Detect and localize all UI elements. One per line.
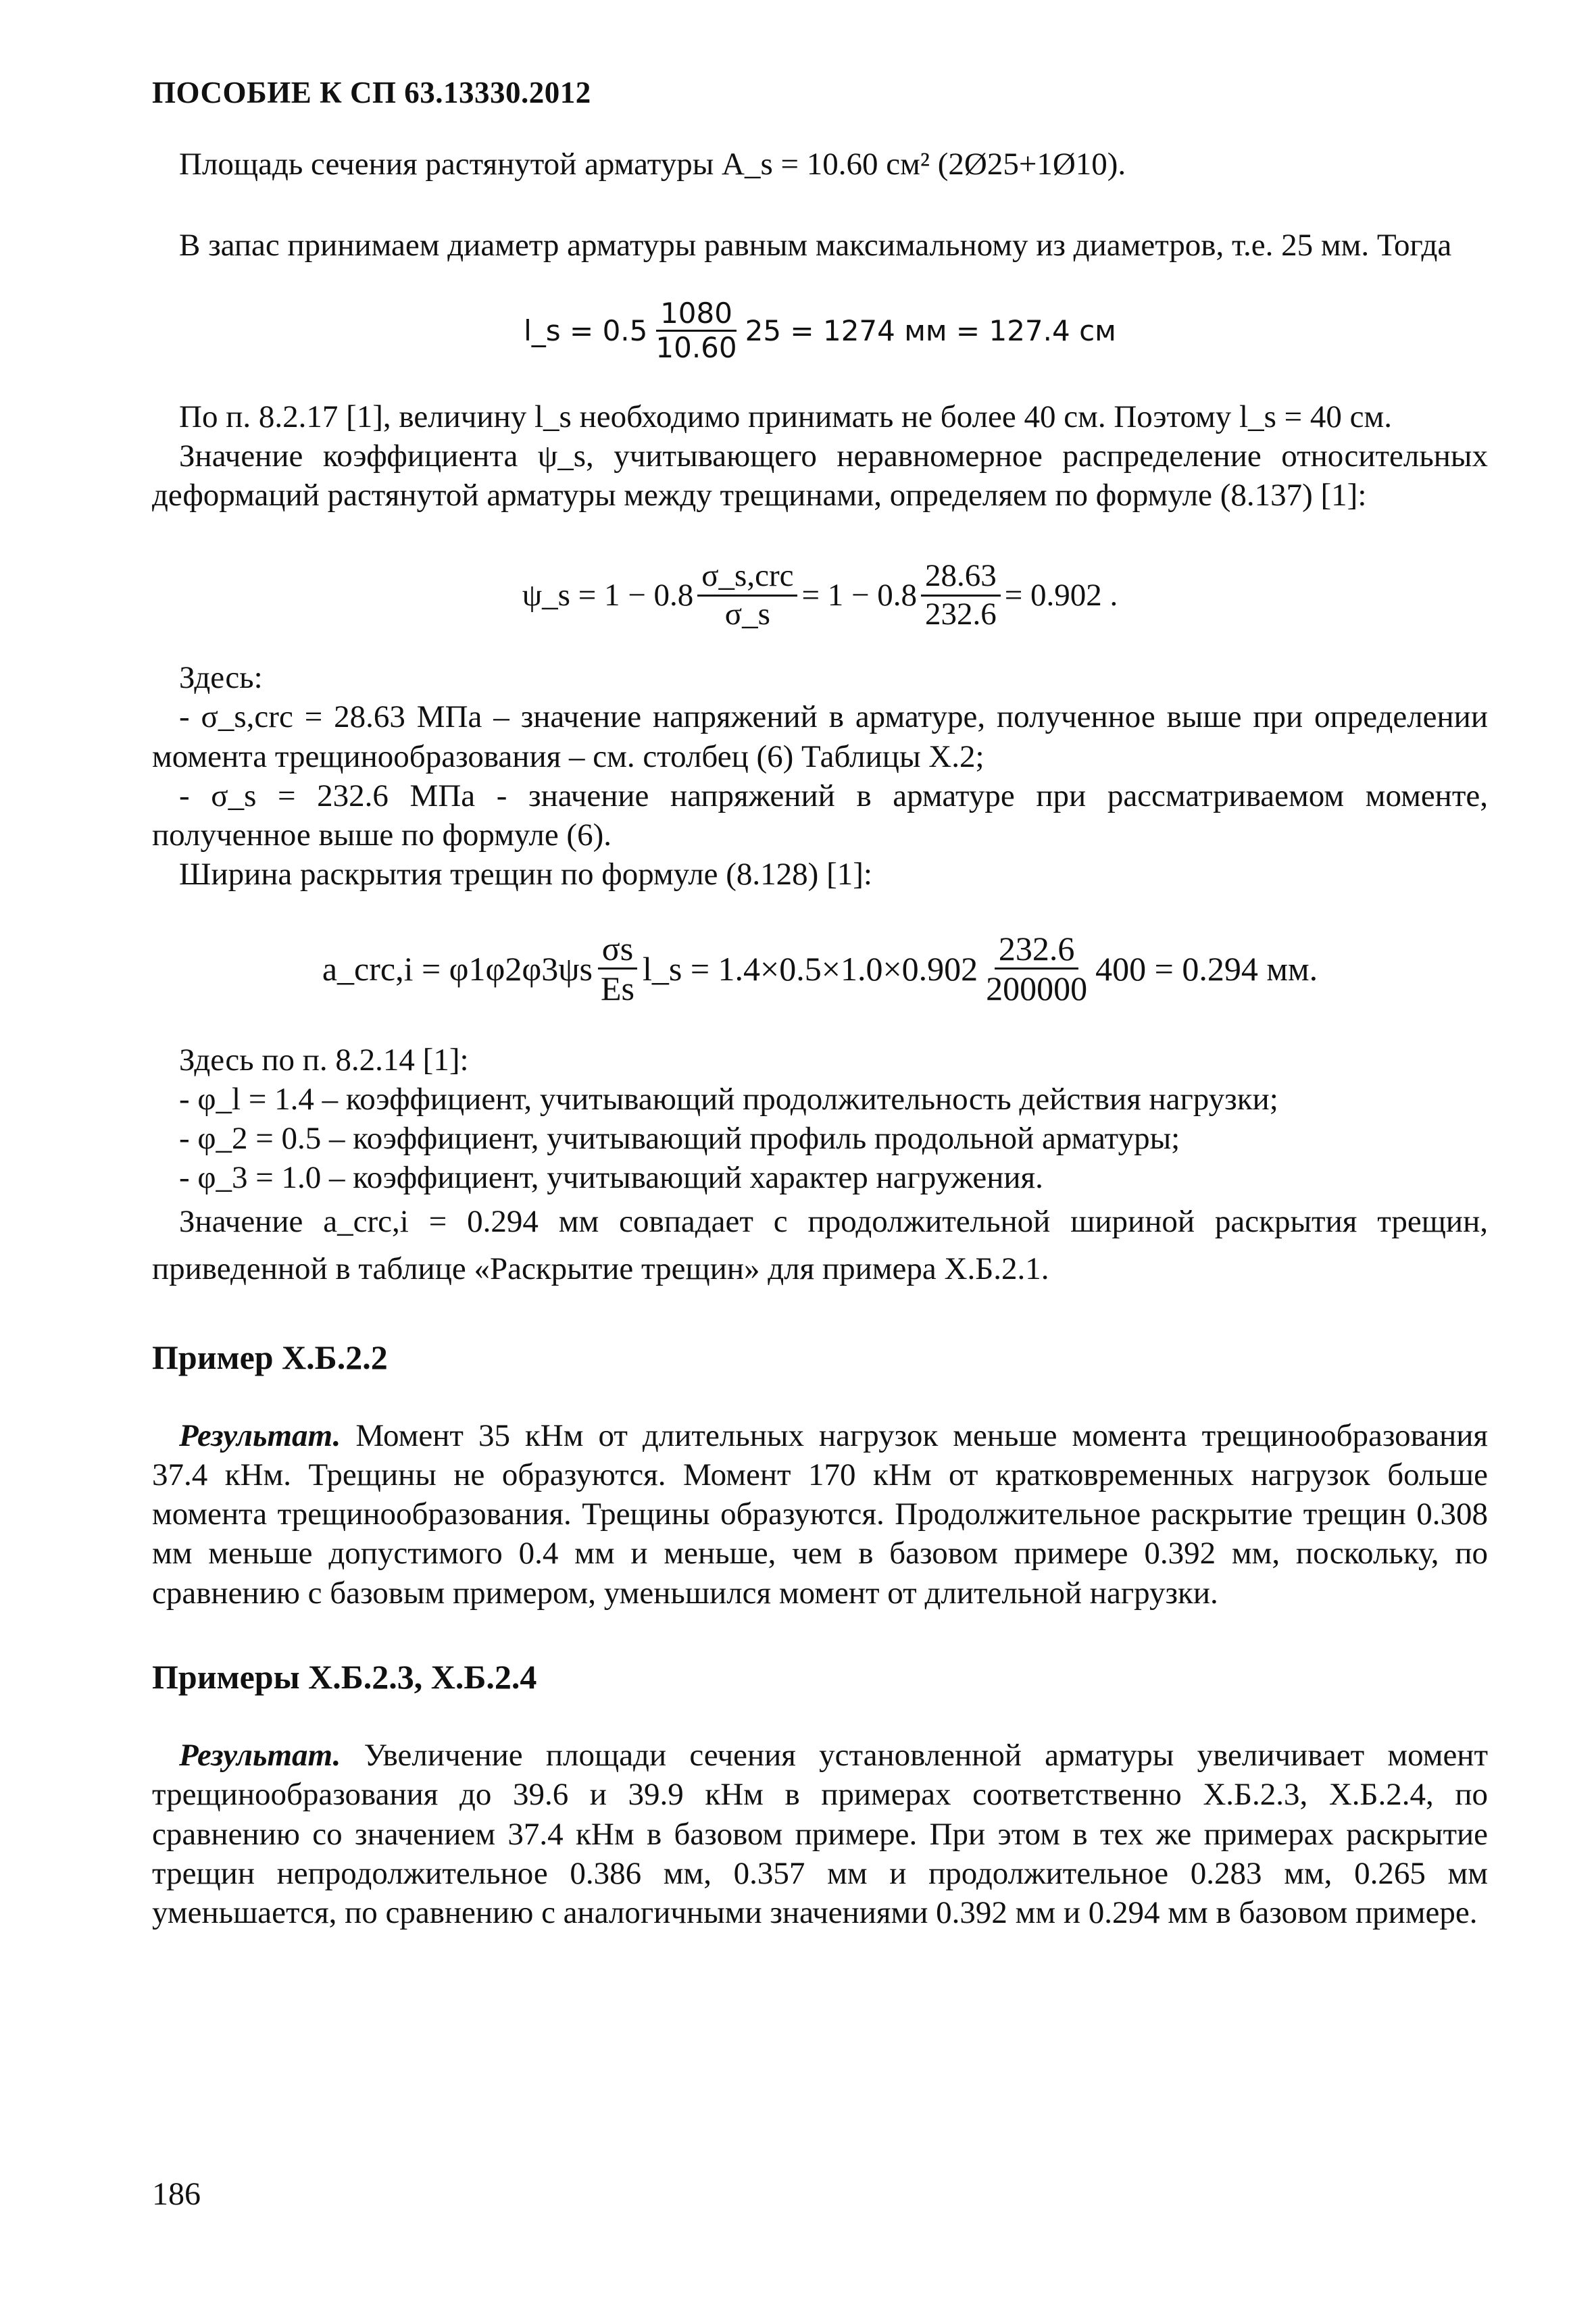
here2-item-phi3: - φ_3 = 1.0 – коэффициент, учитывающий характер нагружения. xyxy=(179,1160,1043,1196)
result-text-example-2-2: Момент 35 кНм от длительных нагрузок меньше момента трещинообразования 37.4 кНм. Трещины не образуются. Момент 170 кНм от кратковременных нагрузок больше момента трещинообразования. Трещины образуются. Продолжительное раскрытие трещин 0.308 мм меньше допустимого 0.4 мм и меньше, чем в базовом примере 0.392 мм, поскольку, по сравнению с базовым примером, уменьшился момент от длительной нагрузки. xyxy=(152,1417,1488,1611)
result-label-2: Результат. xyxy=(179,1737,341,1773)
paragraph-reserve-diameter: В запас принимаем диаметр арматуры равным максимальному из диаметров, т.е. 25 мм. Тогда xyxy=(179,228,1452,263)
formula-psi-den2: 232.6 xyxy=(924,596,997,632)
heading-examples-2-3-2-4: Примеры Х.Б.2.3, Х.Б.2.4 xyxy=(152,1657,537,1696)
formula-psi-rhs: = 0.902 . xyxy=(1004,578,1118,613)
formula-psi-mid: = 1 − 0.8 xyxy=(801,578,917,613)
page-number: 186 xyxy=(152,2176,201,2212)
paragraph-ls-limit: По п. 8.2.17 [1], величину l_s необходимо принимать не более 40 см. Поэтому l_s = 40 см. xyxy=(179,399,1393,434)
paragraph-result-example-2-2 xyxy=(152,1416,1488,1613)
paragraph-result-examples-2-3-2-4 xyxy=(152,1736,1488,1932)
result-text-examples-2-3-2-4: Увеличение площади сечения установленной арматуры увеличивает момент трещинообразования до 39.6 и 39.9 кНм в примерах соответственно Х.Б.2.3, Х.Б.2.4, по сравнению со значением 37.4 кНм в базовом примере. При этом в тех же примерах раскрытие трещин непродолжительное 0.386 мм, 0.357 мм и продолжительное 0.283 мм, 0.265 мм уменьшается, по сравнению с аналогичными значениями 0.392 мм и 0.294 мм в базовом примере. xyxy=(152,1737,1488,1931)
formula-acrc-fraction-2 xyxy=(982,931,1091,1007)
formula-ls-denominator: 10.60 xyxy=(655,331,737,365)
running-header: ПОСОБИЕ К СП 63.13330.2012 xyxy=(152,76,591,109)
paragraph-crack-width: Ширина раскрытия трещин по формуле (8.128) [1]: xyxy=(179,857,872,892)
formula-acrc-num2: 232.6 xyxy=(995,931,1079,970)
formula-ls-numerator: 1080 xyxy=(656,299,737,332)
formula-ls-rhs: 25 = 1274 мм = 127.4 см xyxy=(745,313,1116,347)
formula-acrc-den1: Es xyxy=(601,970,634,1008)
paragraph-psi-coefficient: Значение коэффициента ψ_s, учитывающего неравномерное распределение относительных деформаций растянутой арматуры между трещинами, определяем по формуле (8.137) [1]: xyxy=(152,438,1488,513)
formula-acrc-mid: l_s = 1.4×0.5×1.0×0.902 xyxy=(643,949,978,988)
formula-psi xyxy=(152,559,1488,631)
formula-acrc-num1: σs xyxy=(598,931,637,970)
formula-psi-num2: 28.63 xyxy=(921,559,1001,596)
formula-ls-lhs: l_s = 0.5 xyxy=(524,313,648,347)
formula-acrc-den2: 200000 xyxy=(986,970,1088,1008)
paragraph-reinforcement-area: Площадь сечения растянутой арматуры A_s = 10.60 см² (2Ø25+1Ø10). xyxy=(179,146,1126,182)
paragraph-acrc-value: Значение a_crc,i = 0.294 мм совпадает с продолжительной шириной раскрытия трещин, приведенной в таблице «Раскрытие трещин» для примера Х.Б.2.1. xyxy=(152,1203,1488,1287)
formula-acrc-lhs: a_crc,i = φ1φ2φ3ψs xyxy=(322,949,593,988)
formula-psi-den1: σ_s xyxy=(724,596,770,632)
label-here-1: Здесь: xyxy=(179,660,263,695)
formula-acrc xyxy=(152,931,1488,1007)
formula-acrc-rhs: 400 = 0.294 мм. xyxy=(1095,949,1318,988)
formula-psi-fraction-2 xyxy=(921,559,1001,631)
formula-acrc-fraction-1 xyxy=(597,931,639,1007)
here2-item-phi1: - φ_l = 1.4 – коэффициент, учитывающий продолжительность действия нагрузки; xyxy=(179,1081,1278,1117)
label-here-2: Здесь по п. 8.2.14 [1]: xyxy=(179,1042,469,1078)
result-label-1: Результат. xyxy=(179,1417,341,1453)
formula-ls-fraction xyxy=(651,299,741,363)
formula-ls xyxy=(152,299,1488,363)
here2-item-phi2: - φ_2 = 0.5 – коэффициент, учитывающий профиль продольной арматуры; xyxy=(179,1121,1180,1157)
formula-psi-num1: σ_s,crc xyxy=(697,559,797,596)
formula-psi-lhs: ψ_s = 1 − 0.8 xyxy=(522,578,694,613)
formula-psi-fraction-1 xyxy=(697,559,797,631)
here1-item-sigma-crc: - σ_s,crc = 28.63 МПа – значение напряжений в арматуре, полученное выше при определении момента трещинообразования – см. столбец (6) Таблицы X.2; xyxy=(152,699,1488,774)
here1-item-sigma-s: - σ_s = 232.6 МПа - значение напряжений в арматуре при рассматриваемом моменте, полученное выше по формуле (6). xyxy=(152,778,1488,853)
heading-example-2-2: Пример Х.Б.2.2 xyxy=(152,1338,388,1376)
